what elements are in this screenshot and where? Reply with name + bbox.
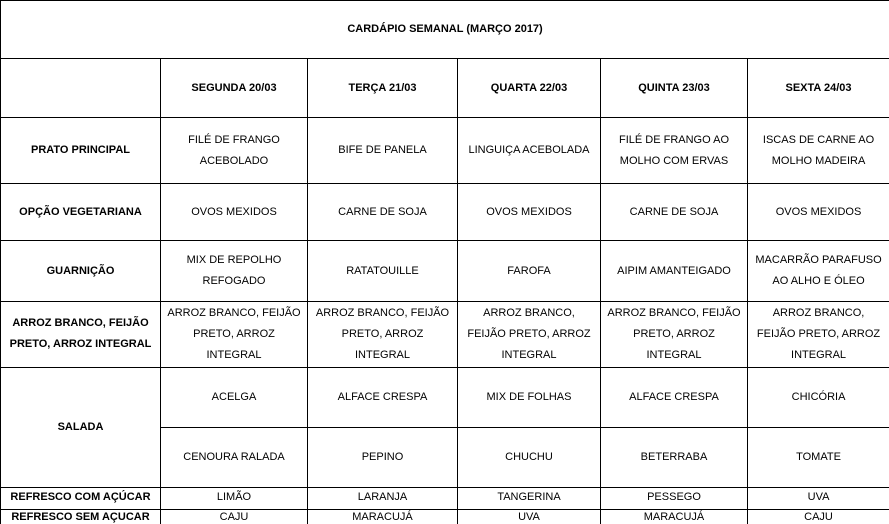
menu-cell: CARNE DE SOJA: [308, 184, 458, 241]
menu-cell: OVOS MEXIDOS: [161, 184, 308, 241]
table-row-salada-top: [1, 367, 889, 427]
menu-cell: MACARRÃO PARAFUSO AO ALHO E ÓLEO: [748, 241, 889, 302]
column-header-terca: TERÇA 21/03: [308, 59, 458, 118]
menu-cell: BETERRABA: [601, 427, 748, 487]
column-header-segunda: SEGUNDA 20/03: [161, 59, 308, 118]
menu-cell: ISCAS DE CARNE AO MOLHO MADEIRA: [748, 118, 889, 184]
menu-cell: UVA: [748, 487, 889, 509]
corner-cell: [1, 59, 161, 118]
menu-cell: PEPINO: [308, 427, 458, 487]
menu-cell: CAJU: [161, 509, 308, 524]
menu-cell: BIFE DE PANELA: [308, 118, 458, 184]
menu-cell: ARROZ BRANCO, FEIJÃO PRETO, ARROZ INTEGRAL: [161, 302, 308, 368]
table-row-refresco-com-acucar: [1, 487, 889, 509]
menu-cell: ALFACE CRESPA: [308, 367, 458, 427]
row-header-refresco-sem-acucar: REFRESCO SEM AÇUCAR: [1, 509, 161, 524]
day-header-row: [1, 59, 889, 118]
column-header-quinta: QUINTA 23/03: [601, 59, 748, 118]
column-header-sexta: SEXTA 24/03: [748, 59, 889, 118]
menu-cell: TOMATE: [748, 427, 889, 487]
menu-cell: TANGERINA: [458, 487, 601, 509]
menu-cell: ARROZ BRANCO, FEIJÃO PRETO, ARROZ INTEGRAL: [748, 302, 889, 368]
table-row-prato-principal: [1, 118, 889, 184]
menu-cell: ARROZ BRANCO, FEIJÃO PRETO, ARROZ INTEGRAL: [601, 302, 748, 368]
row-header-refresco-com-acucar: REFRESCO COM AÇÚCAR: [1, 487, 161, 509]
column-header-quarta: QUARTA 22/03: [458, 59, 601, 118]
menu-cell: PESSEGO: [601, 487, 748, 509]
menu-cell: OVOS MEXIDOS: [458, 184, 601, 241]
menu-cell: LINGUIÇA ACEBOLADA: [458, 118, 601, 184]
menu-cell: MARACUJÁ: [601, 509, 748, 524]
menu-cell: ARROZ BRANCO, FEIJÃO PRETO, ARROZ INTEGRAL: [458, 302, 601, 368]
menu-cell: UVA: [458, 509, 601, 524]
table-row-guarnicao: [1, 241, 889, 302]
menu-cell: CARNE DE SOJA: [601, 184, 748, 241]
menu-cell: MIX DE FOLHAS: [458, 367, 601, 427]
menu-cell: FAROFA: [458, 241, 601, 302]
menu-cell: LARANJA: [308, 487, 458, 509]
menu-cell: CENOURA RALADA: [161, 427, 308, 487]
menu-cell: ARROZ BRANCO, FEIJÃO PRETO, ARROZ INTEGRAL: [308, 302, 458, 368]
menu-cell: CHICÓRIA: [748, 367, 889, 427]
table-row-opcao-vegetariana: [1, 184, 889, 241]
menu-cell: OVOS MEXIDOS: [748, 184, 889, 241]
title-row: [1, 1, 889, 59]
row-header-salada: SALADA: [1, 367, 161, 487]
menu-cell: LIMÃO: [161, 487, 308, 509]
row-header-guarnicao: GUARNIÇÃO: [1, 241, 161, 302]
menu-cell: CHUCHU: [458, 427, 601, 487]
table-row-refresco-sem-acucar: [1, 509, 889, 524]
row-header-prato-principal: PRATO PRINCIPAL: [1, 118, 161, 184]
menu-cell: RATATOUILLE: [308, 241, 458, 302]
menu-cell: CAJU: [748, 509, 889, 524]
menu-cell: AIPIM AMANTEIGADO: [601, 241, 748, 302]
row-header-opcao-vegetariana: OPÇÃO VEGETARIANA: [1, 184, 161, 241]
table-row-arroz-feijao: [1, 302, 889, 368]
menu-cell: ACELGA: [161, 367, 308, 427]
page-title: CARDÁPIO SEMANAL (MARÇO 2017): [1, 1, 889, 59]
menu-cell: MARACUJÁ: [308, 509, 458, 524]
menu-cell: FILÉ DE FRANGO ACEBOLADO: [161, 118, 308, 184]
menu-cell: MIX DE REPOLHO REFOGADO: [161, 241, 308, 302]
row-header-arroz-feijao: ARROZ BRANCO, FEIJÃO PRETO, ARROZ INTEGRAL: [1, 302, 161, 368]
menu-cell: ALFACE CRESPA: [601, 367, 748, 427]
menu-cell: FILÉ DE FRANGO AO MOLHO COM ERVAS: [601, 118, 748, 184]
